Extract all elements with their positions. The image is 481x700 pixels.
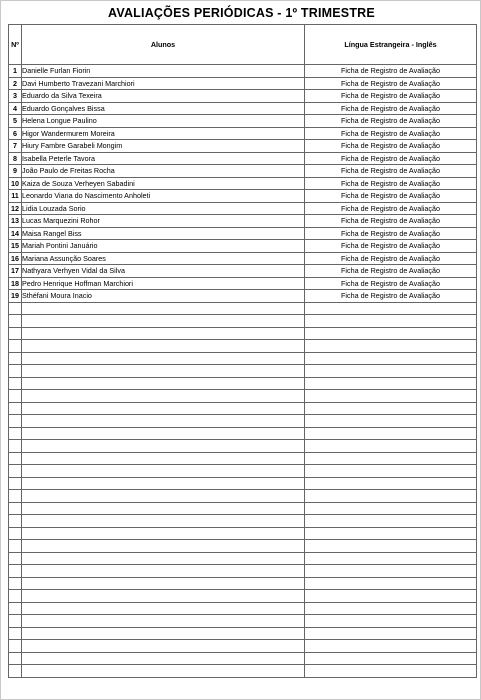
empty-cell: [9, 515, 22, 528]
table-row: [9, 140, 477, 153]
empty-cell: [22, 340, 305, 353]
empty-cell: [9, 352, 22, 365]
row-number: 17: [9, 265, 22, 278]
empty-cell: [9, 615, 22, 628]
table-row: [9, 102, 477, 115]
empty-cell: [305, 527, 477, 540]
evaluation-record-link[interactable]: Ficha de Registro de Avaliação: [305, 177, 477, 190]
student-name: Mariana Assunção Soares: [22, 252, 305, 265]
row-number: 3: [9, 90, 22, 103]
empty-cell: [305, 415, 477, 428]
empty-cell: [22, 427, 305, 440]
empty-cell: [22, 527, 305, 540]
empty-table-row: [9, 515, 477, 528]
empty-cell: [22, 502, 305, 515]
empty-table-row: [9, 552, 477, 565]
empty-cell: [305, 640, 477, 653]
empty-cell: [305, 652, 477, 665]
empty-cell: [22, 452, 305, 465]
row-number: 16: [9, 252, 22, 265]
table-header-row: [9, 25, 477, 65]
table-row: [9, 190, 477, 203]
evaluation-record-link[interactable]: Ficha de Registro de Avaliação: [305, 102, 477, 115]
table-row: [9, 227, 477, 240]
empty-table-row: [9, 352, 477, 365]
empty-cell: [9, 340, 22, 353]
student-name: Danielle Furlan Fiorin: [22, 65, 305, 78]
empty-cell: [9, 327, 22, 340]
student-name: Higor Wandermurem Moreira: [22, 127, 305, 140]
empty-cell: [22, 577, 305, 590]
student-name: Eduardo da Silva Texeira: [22, 90, 305, 103]
empty-cell: [22, 515, 305, 528]
empty-table-row: [9, 402, 477, 415]
student-name: Lucas Marquezini Rohor: [22, 215, 305, 228]
empty-cell: [22, 302, 305, 315]
empty-table-row: [9, 340, 477, 353]
empty-cell: [22, 415, 305, 428]
evaluation-record-link[interactable]: Ficha de Registro de Avaliação: [305, 240, 477, 253]
table-row: [9, 290, 477, 303]
row-number: 7: [9, 140, 22, 153]
empty-cell: [22, 540, 305, 553]
empty-cell: [305, 502, 477, 515]
empty-cell: [305, 427, 477, 440]
student-name: Sthéfani Moura Inacio: [22, 290, 305, 303]
empty-cell: [9, 377, 22, 390]
empty-cell: [9, 590, 22, 603]
empty-table-row: [9, 527, 477, 540]
empty-cell: [22, 665, 305, 678]
student-name: Mariah Pontini Januário: [22, 240, 305, 253]
empty-cell: [305, 552, 477, 565]
table-row: [9, 240, 477, 253]
empty-cell: [22, 602, 305, 615]
evaluation-record-link[interactable]: Ficha de Registro de Avaliação: [305, 127, 477, 140]
student-name: Eduardo Gonçalves Bissa: [22, 102, 305, 115]
empty-table-row: [9, 440, 477, 453]
empty-cell: [305, 627, 477, 640]
empty-table-row: [9, 327, 477, 340]
empty-cell: [9, 402, 22, 415]
empty-cell: [9, 365, 22, 378]
student-name: Davi Humberto Travezani Marchiori: [22, 77, 305, 90]
student-name: João Paulo de Freitas Rocha: [22, 165, 305, 178]
empty-cell: [9, 415, 22, 428]
student-name: Lidia Louzada Sorio: [22, 202, 305, 215]
empty-cell: [305, 515, 477, 528]
empty-cell: [305, 540, 477, 553]
empty-table-row: [9, 602, 477, 615]
empty-cell: [9, 627, 22, 640]
empty-cell: [9, 390, 22, 403]
evaluation-record-link[interactable]: Ficha de Registro de Avaliação: [305, 290, 477, 303]
empty-cell: [22, 640, 305, 653]
empty-cell: [9, 552, 22, 565]
empty-cell: [305, 327, 477, 340]
empty-cell: [22, 352, 305, 365]
evaluation-record-link[interactable]: Ficha de Registro de Avaliação: [305, 265, 477, 278]
table-row: [9, 177, 477, 190]
evaluation-record-link[interactable]: Ficha de Registro de Avaliação: [305, 90, 477, 103]
row-number: 2: [9, 77, 22, 90]
empty-cell: [305, 665, 477, 678]
students-table: [8, 24, 477, 678]
empty-cell: [305, 602, 477, 615]
student-name: Isabella Peterle Tavora: [22, 152, 305, 165]
evaluation-record-link[interactable]: Ficha de Registro de Avaliação: [305, 227, 477, 240]
table-row: [9, 65, 477, 78]
empty-table-row: [9, 477, 477, 490]
table-row: [9, 90, 477, 103]
column-header-students: Alunos: [22, 25, 305, 65]
row-number: 8: [9, 152, 22, 165]
empty-cell: [305, 440, 477, 453]
table-row: [9, 252, 477, 265]
evaluation-record-link[interactable]: Ficha de Registro de Avaliação: [305, 202, 477, 215]
evaluation-record-link[interactable]: Ficha de Registro de Avaliação: [305, 165, 477, 178]
column-header-subject: Língua Estrangeira - Inglês: [305, 25, 477, 65]
evaluation-record-link[interactable]: Ficha de Registro de Avaliação: [305, 277, 477, 290]
empty-table-row: [9, 627, 477, 640]
table-body: [9, 65, 477, 678]
empty-table-row: [9, 565, 477, 578]
row-number: 6: [9, 127, 22, 140]
empty-cell: [305, 615, 477, 628]
empty-cell: [9, 452, 22, 465]
row-number: 11: [9, 190, 22, 203]
row-number: 19: [9, 290, 22, 303]
empty-cell: [9, 490, 22, 503]
empty-table-row: [9, 490, 477, 503]
row-number: 15: [9, 240, 22, 253]
empty-table-row: [9, 365, 477, 378]
student-name: Pedro Henrique Hoffman Marchiori: [22, 277, 305, 290]
evaluation-record-link[interactable]: Ficha de Registro de Avaliação: [305, 140, 477, 153]
student-name: Hiury Fambre Garabeli Mongim: [22, 140, 305, 153]
empty-cell: [9, 602, 22, 615]
empty-cell: [22, 465, 305, 478]
evaluation-record-link[interactable]: Ficha de Registro de Avaliação: [305, 115, 477, 128]
empty-cell: [9, 565, 22, 578]
evaluation-record-link[interactable]: Ficha de Registro de Avaliação: [305, 77, 477, 90]
empty-cell: [22, 377, 305, 390]
row-number: 9: [9, 165, 22, 178]
empty-table-row: [9, 315, 477, 328]
empty-cell: [22, 627, 305, 640]
empty-cell: [9, 502, 22, 515]
empty-cell: [22, 652, 305, 665]
row-number: 10: [9, 177, 22, 190]
row-number: 18: [9, 277, 22, 290]
empty-cell: [22, 315, 305, 328]
empty-cell: [9, 665, 22, 678]
empty-cell: [9, 640, 22, 653]
empty-cell: [9, 427, 22, 440]
empty-cell: [9, 652, 22, 665]
empty-cell: [22, 490, 305, 503]
empty-cell: [9, 315, 22, 328]
empty-cell: [22, 390, 305, 403]
empty-cell: [22, 477, 305, 490]
empty-table-row: [9, 427, 477, 440]
empty-table-row: [9, 640, 477, 653]
empty-cell: [22, 440, 305, 453]
empty-cell: [305, 490, 477, 503]
row-number: 14: [9, 227, 22, 240]
empty-cell: [305, 315, 477, 328]
table-row: [9, 152, 477, 165]
empty-table-row: [9, 390, 477, 403]
empty-cell: [22, 615, 305, 628]
empty-cell: [9, 440, 22, 453]
row-number: 12: [9, 202, 22, 215]
student-name: Helena Longue Paulino: [22, 115, 305, 128]
empty-cell: [305, 565, 477, 578]
empty-cell: [305, 352, 477, 365]
evaluation-record-link[interactable]: Ficha de Registro de Avaliação: [305, 215, 477, 228]
table-row: [9, 215, 477, 228]
empty-table-row: [9, 302, 477, 315]
table-row: [9, 115, 477, 128]
empty-table-row: [9, 665, 477, 678]
empty-cell: [305, 402, 477, 415]
empty-table-row: [9, 452, 477, 465]
empty-cell: [305, 452, 477, 465]
empty-cell: [305, 365, 477, 378]
empty-cell: [9, 302, 22, 315]
row-number: 13: [9, 215, 22, 228]
empty-cell: [305, 390, 477, 403]
table-row: [9, 77, 477, 90]
empty-cell: [305, 590, 477, 603]
table-row: [9, 202, 477, 215]
empty-cell: [22, 552, 305, 565]
column-header-number: Nº: [9, 25, 22, 65]
empty-cell: [9, 527, 22, 540]
empty-table-row: [9, 577, 477, 590]
table-row: [9, 277, 477, 290]
empty-cell: [22, 402, 305, 415]
evaluation-record-link[interactable]: Ficha de Registro de Avaliação: [305, 152, 477, 165]
empty-table-row: [9, 377, 477, 390]
empty-cell: [22, 590, 305, 603]
empty-cell: [9, 465, 22, 478]
empty-cell: [305, 465, 477, 478]
empty-cell: [305, 377, 477, 390]
empty-cell: [305, 340, 477, 353]
empty-table-row: [9, 590, 477, 603]
empty-table-row: [9, 465, 477, 478]
row-number: 1: [9, 65, 22, 78]
evaluation-record-link[interactable]: Ficha de Registro de Avaliação: [305, 190, 477, 203]
table-row: [9, 165, 477, 178]
empty-table-row: [9, 415, 477, 428]
empty-cell: [9, 477, 22, 490]
student-name: Nathyara Verhyen Vidal da Silva: [22, 265, 305, 278]
empty-cell: [305, 577, 477, 590]
empty-cell: [22, 365, 305, 378]
empty-cell: [22, 327, 305, 340]
row-number: 5: [9, 115, 22, 128]
page-title: AVALIAÇÕES PERIÓDICAS - 1º TRIMESTRE: [108, 6, 375, 20]
empty-cell: [22, 565, 305, 578]
student-name: Maisa Rangel Biss: [22, 227, 305, 240]
empty-table-row: [9, 652, 477, 665]
table-row: [9, 265, 477, 278]
evaluation-record-link[interactable]: Ficha de Registro de Avaliação: [305, 252, 477, 265]
evaluation-record-link[interactable]: Ficha de Registro de Avaliação: [305, 65, 477, 78]
empty-cell: [9, 577, 22, 590]
row-number: 4: [9, 102, 22, 115]
table-row: [9, 127, 477, 140]
empty-table-row: [9, 540, 477, 553]
student-name: Kaiza de Souza Verheyen Sabadini: [22, 177, 305, 190]
empty-cell: [305, 302, 477, 315]
empty-cell: [305, 477, 477, 490]
empty-table-row: [9, 502, 477, 515]
student-name: Leonardo Viana do Nascimento Anholeti: [22, 190, 305, 203]
empty-table-row: [9, 615, 477, 628]
empty-cell: [9, 540, 22, 553]
